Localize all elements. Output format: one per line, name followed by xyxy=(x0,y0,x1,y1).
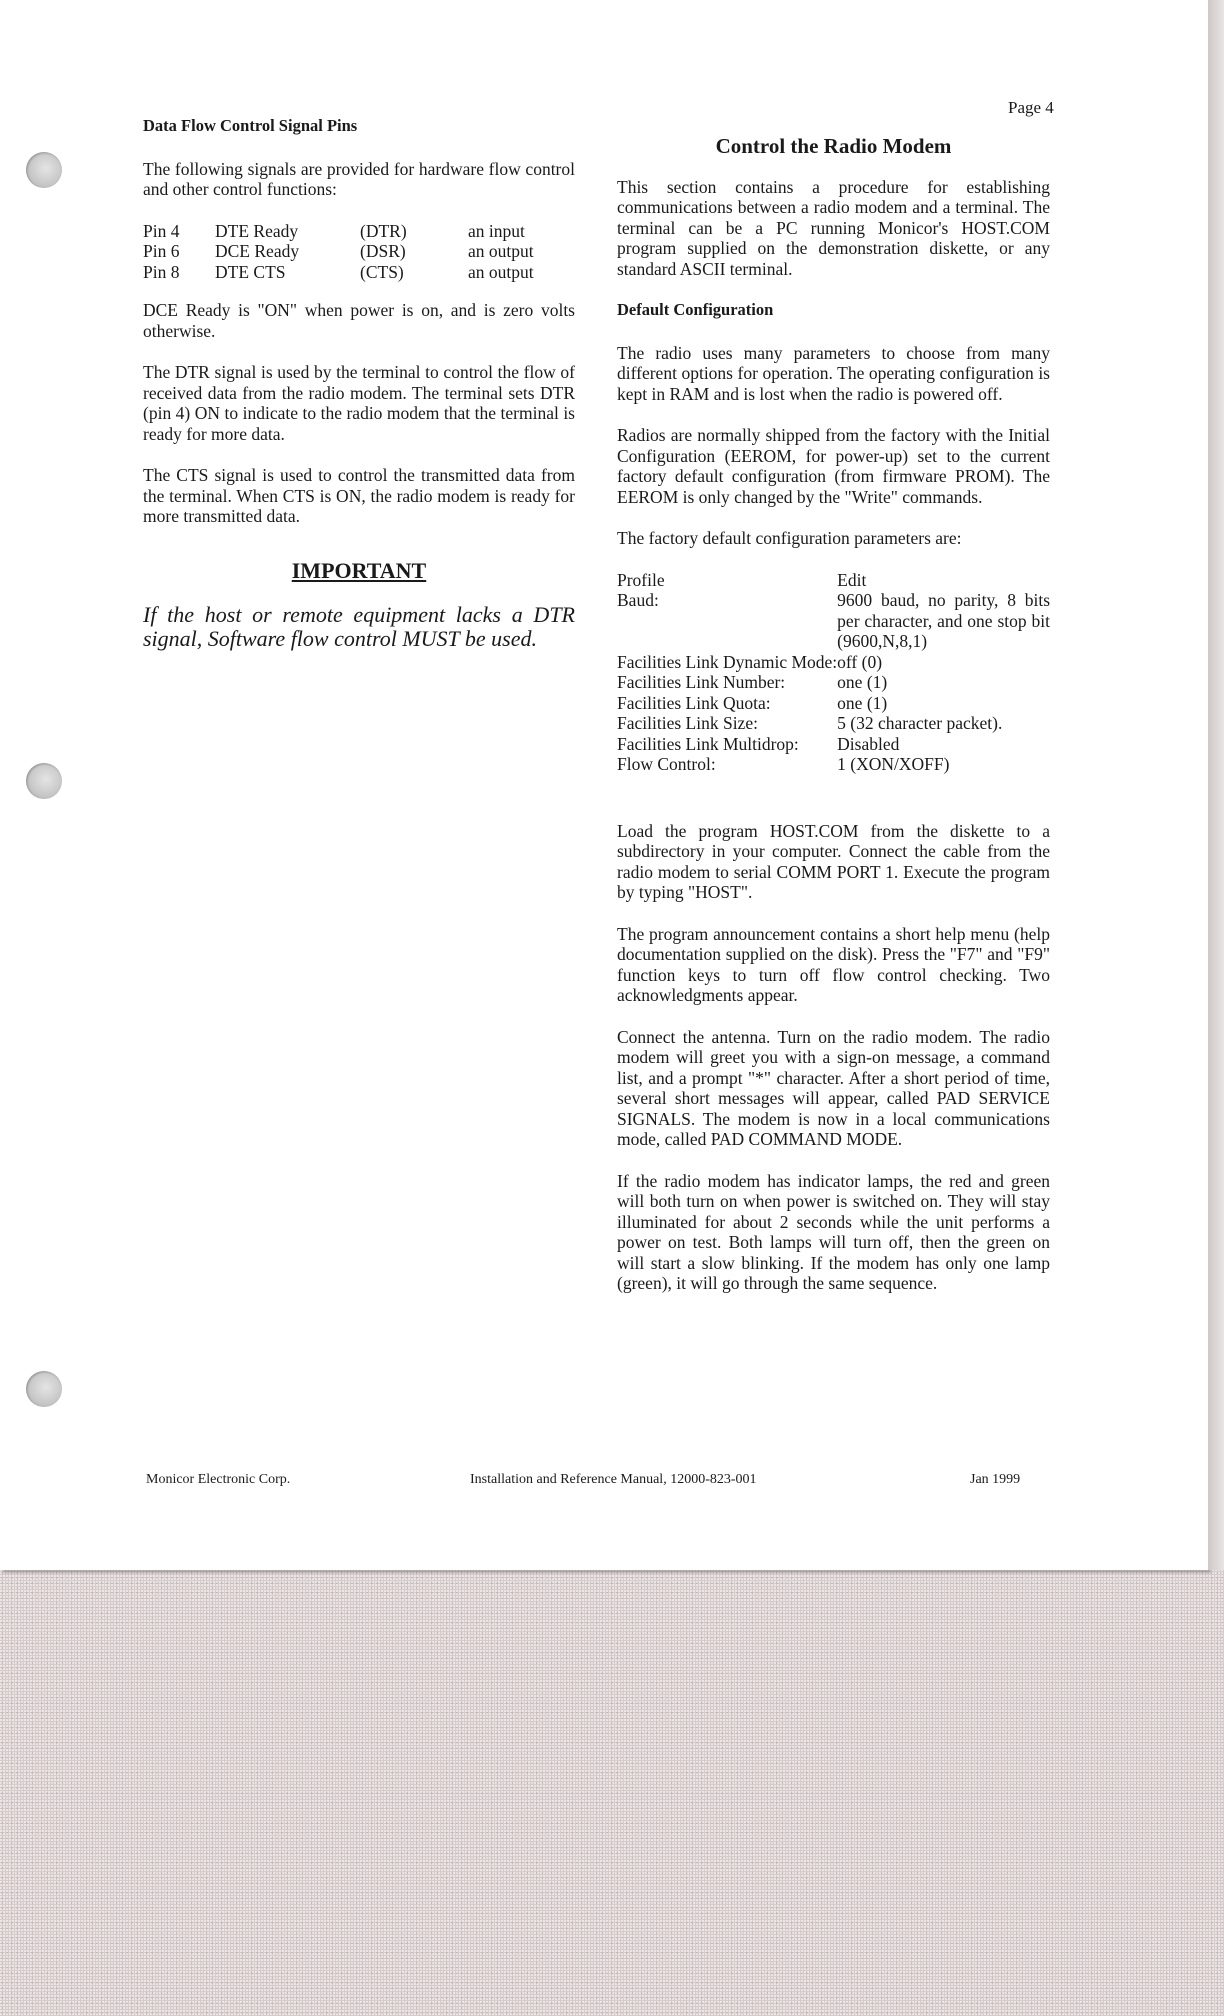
config-row xyxy=(617,570,1050,591)
default-config-heading: Default Configuration xyxy=(617,300,774,319)
config-key: Facilities Link Dynamic Mode: xyxy=(617,651,838,672)
pin-direction: an output xyxy=(468,241,534,261)
config-key: Flow Control: xyxy=(617,754,716,774)
config-value: one (1) xyxy=(837,672,888,692)
config-row xyxy=(617,713,1050,734)
config-value: Edit xyxy=(837,569,867,590)
signal-pins-intro: The following signals are provided for hardware flow control and other control functions: xyxy=(143,158,575,199)
pin-abbreviation: (DTR) xyxy=(360,220,407,241)
punch-hole-top xyxy=(26,152,62,188)
pin-row xyxy=(143,262,534,283)
page-number: Page 4 xyxy=(1008,98,1054,117)
config-row xyxy=(617,693,1050,714)
config-row xyxy=(617,590,1050,652)
punch-hole-middle xyxy=(26,763,62,799)
right-column xyxy=(617,136,1050,1315)
load-program-paragraph: Load the program HOST.COM from the diskette to a subdirectory in your computer. Connect the cable from the radio modem to serial COMM PORT 1. Execute the program by typing "HOST". xyxy=(617,820,1050,902)
pin-number: Pin 8 xyxy=(143,261,180,282)
config-value: one (1) xyxy=(837,692,888,713)
indicator-lamps-paragraph: If the radio modem has indicator lamps, the red and green will both turn on when power is switched on. They will stay illuminated for about 2 seconds while the unit performs a power on test. Both lamps will turn off, then the green on will start a slow blinking. If the modem has only one lamp (green), it will go through the same sequence. xyxy=(617,1170,1050,1293)
config-value: 9600 baud, no parity, 8 bits per character, and one stop bit (9600,N,8,1) xyxy=(837,590,1050,651)
config-value: Disabled xyxy=(837,733,900,754)
pin-signal-name: DTE CTS xyxy=(215,261,286,282)
left-column xyxy=(143,116,575,651)
important-heading: IMPORTANT xyxy=(291,557,427,583)
defaults-intro: The factory default configuration parameters are: xyxy=(617,528,962,548)
shipped-paragraph: Radios are normally shipped from the factory with the Initial Configuration (EEROM, for power-up) set to the current factory default configuration (from firmware PROM). The EEROM is only changed by the "Write" commands. xyxy=(617,425,1050,507)
punch-hole-bottom xyxy=(26,1371,62,1407)
config-key: Facilities Link Number: xyxy=(617,672,786,692)
config-row xyxy=(617,734,1050,755)
pin-number: Pin 6 xyxy=(143,241,180,261)
page-edge-shadow xyxy=(1208,0,1224,1570)
config-value: off (0) xyxy=(837,651,883,672)
section-intro: This section contains a procedure for establishing communications between a radio modem and a terminal. The terminal can be a PC running Monicor's HOST.COM program supplied on the demonstration diskette, or any standard ASCII terminal. xyxy=(617,176,1050,279)
announcement-paragraph: The program announcement contains a short help menu (help documentation supplied on the disk). Press the "F7" and "F9" function keys to turn off flow control checking. Two acknowledgments appear. xyxy=(617,923,1050,1005)
config-key: Profile xyxy=(617,569,665,590)
config-row xyxy=(617,672,1050,693)
footer-date: Jan 1999 xyxy=(970,1472,1021,1487)
config-value: 5 (32 character packet). xyxy=(837,713,1003,733)
config-key: Facilities Link Quota: xyxy=(617,692,771,713)
config-key: Baud: xyxy=(617,590,659,610)
config-key: Facilities Link Multidrop: xyxy=(617,733,799,754)
pin-number: Pin 4 xyxy=(143,220,180,241)
pin-abbreviation: (CTS) xyxy=(360,261,404,282)
config-row xyxy=(617,652,1050,673)
footer-company: Monicor Electronic Corp. xyxy=(146,1472,291,1487)
config-value: 1 (XON/XOFF) xyxy=(837,754,950,774)
section-title: Control the Radio Modem xyxy=(715,134,952,158)
footer-manual: Installation and Reference Manual, 12000-823-001 xyxy=(470,1472,757,1487)
pin-signal-name: DTE Ready xyxy=(215,220,299,241)
pin-abbreviation: (DSR) xyxy=(360,241,406,261)
parameters-paragraph: The radio uses many parameters to choose from many different options for operation. The operating configuration is kept in RAM and is lost when the radio is powered off. xyxy=(617,342,1050,404)
config-key: Facilities Link Size: xyxy=(617,713,758,733)
important-note: If the host or remote equipment lacks a DTR signal, Software flow control MUST be used. xyxy=(143,602,575,651)
antenna-paragraph: Connect the antenna. Turn on the radio modem. The radio modem will greet you with a sign-on message, a command list, and a prompt "*" character. After a short period of time, several short messages will appear, called PAD SERVICE SIGNALS. The modem is now in a local communications mode, called PAD COMMAND MODE. xyxy=(617,1026,1050,1149)
dtr-paragraph: The DTR signal is used by the terminal to control the flow of received data from the radio modem. The terminal sets DTR (pin 4) ON to indicate to the radio modem that the terminal is ready for more data. xyxy=(143,362,575,444)
dce-ready-paragraph: DCE Ready is "ON" when power is on, and is zero volts otherwise. xyxy=(143,300,575,341)
pin-row xyxy=(143,221,534,242)
pin-signal-name: DCE Ready xyxy=(215,241,300,261)
pin-row xyxy=(143,241,534,262)
config-table xyxy=(617,570,1050,775)
pin-table xyxy=(143,221,534,283)
pin-direction: an output xyxy=(468,261,534,282)
cts-paragraph: The CTS signal is used to control the transmitted data from the terminal. When CTS is ON, the radio modem is ready for more transmitted data. xyxy=(143,465,575,526)
config-row xyxy=(617,754,1050,775)
pin-direction: an input xyxy=(468,220,525,241)
signal-pins-heading: Data Flow Control Signal Pins xyxy=(143,116,358,135)
